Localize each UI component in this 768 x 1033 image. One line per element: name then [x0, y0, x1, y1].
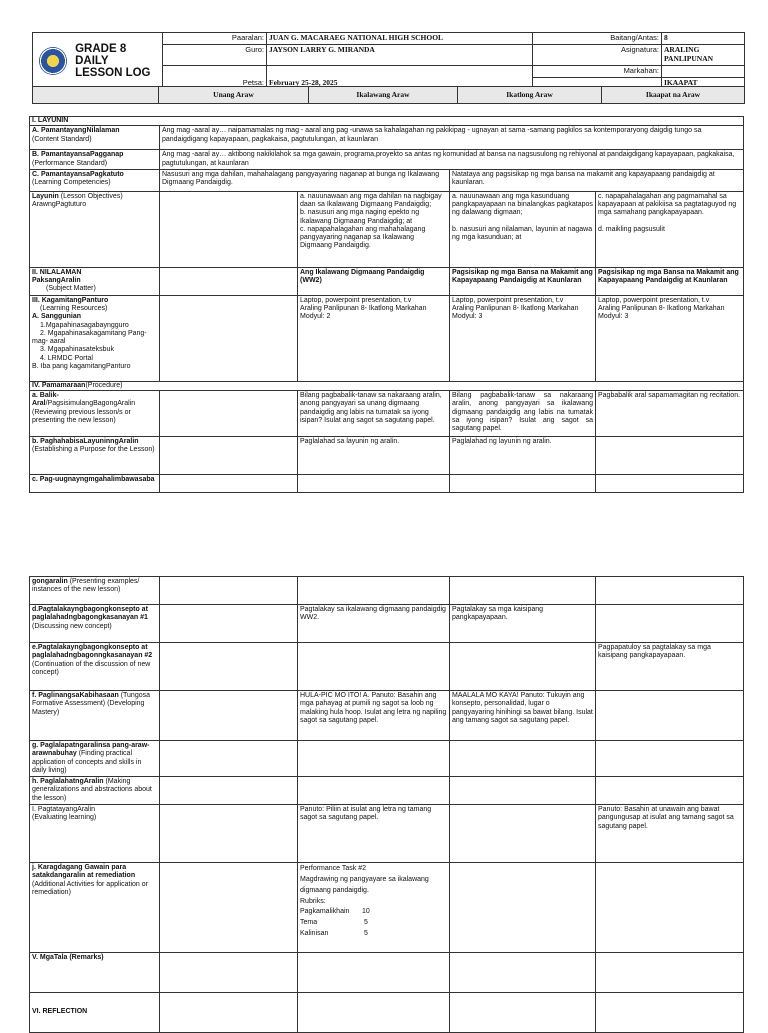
learning-competencies-label: C. PamantayansaPagkatuto (Learning Competencies): [30, 169, 160, 191]
objectives-day1: [160, 191, 298, 267]
performance-standard-text: Ang mag -aaral ay… aktibong nakikilahok sa mga gawain, programa,proyekto sa antas ng komunidad at bansa na nagsusulong ng rehiyonal at pandaigdigang kapayapaan, pagkakaisa, pagtutulungan, at kaunlaran: [160, 150, 744, 170]
new-concept-1-day4: [596, 605, 744, 643]
balik-aral-day4: Pagbabalik aral sapamamagitan ng recitation.: [596, 391, 744, 437]
guro-label: Guro:: [163, 45, 267, 66]
generalization-label: h. PaglalahatngAralin (Making generalizations and abstractions about the lesson): [30, 777, 160, 805]
layunin-heading: I. LAYUNIN: [30, 117, 744, 126]
nilalaman-label: II. NILALAMAN PaksangAralin (Subject Matter): [30, 267, 160, 295]
balik-aral-day1: [160, 391, 298, 437]
days-header-table: [32, 86, 745, 104]
objectives-day4: c. napapahalagahan ang pagmamahal sa kapayapaan at pakikiisa sa pagtataguyod ng mga samahang pangkapayapaan. d. maikling pagsusulit: [596, 191, 744, 267]
new-concept-1-label: d.Pagtalakayngbagongkonsepto at paglalahadngbagongkasanayan #1 (Discussing new concept): [30, 605, 160, 643]
reflection-day4: [596, 993, 744, 1033]
reflection-day3: [450, 993, 596, 1033]
examples-day3: [450, 475, 596, 493]
asignatura-value: ARALING PANLIPUNAN: [662, 45, 745, 66]
balik-aral-label: a. Balik-Aral/PagsisimulangBagongAralin (Reviewing previous lesson/s or presenting the new lesson): [30, 391, 160, 437]
purpose-label: b. PaghahabisaLayuninngAralin (Establishing a Purpose for the Lesson): [30, 437, 160, 475]
header-table: [32, 32, 745, 90]
examples-cont-day1: [160, 577, 298, 605]
new-concept-2-day4: Pagpapatuloy sa pagtalakay sa mga kaisipang pangkapayapaan.: [596, 643, 744, 691]
kagamitan-day3: Laptop, powerpoint presentation, t.v Araling Panlipunan 8- Ikatlong Markahan Modyul: 3: [450, 295, 596, 381]
new-concept-2-label: e.Pagtalakayngbagongkonsepto at paglalahadngbagonngkasanayan #2 (Continuation of the discussion of new concept): [30, 643, 160, 691]
day-2-header: Ikalawang Araw: [309, 87, 458, 104]
developing-mastery-day2: HULA-PIC MO ITO! A. Panuto: Basahin ang mga pahayag at pumili ng sagot sa loob ng malaking hula hoop. Isulat ang letra ng napiling sagot sa sagutang papel.: [298, 691, 450, 741]
additional-activities-day2: Performance Task #2 Magdrawing ng pangyayare sa ikalawang digmaang pandaigdig. Rubriks: Pagkamalikhain 10 Tema 5 Kalinisan 5: [298, 863, 450, 953]
remarks-day2: [298, 953, 450, 993]
deped-seal-icon: [39, 47, 67, 75]
purpose-day1: [160, 437, 298, 475]
generalization-day2: [298, 777, 450, 805]
remarks-day3: [450, 953, 596, 993]
purpose-day4: [596, 437, 744, 475]
examples-label-cont: gongaralin (Presenting examples/ instances of the new lesson): [30, 577, 160, 605]
baitang-value: 8: [662, 33, 745, 45]
examples-day2: [298, 475, 450, 493]
generalization-day3: [450, 777, 596, 805]
new-concept-1-day2: Pagtalakay sa ikalawang digmaang pandaigdig WW2.: [298, 605, 450, 643]
day-3-header: Ikatlong Araw: [458, 87, 602, 104]
nilalaman-day4: Pagsisikap ng mga Bansa na Makamit ang Kapayapaang Pandaigdig at Kaunlaran: [596, 267, 744, 295]
nilalaman-day1: [160, 267, 298, 295]
remarks-day4: [596, 953, 744, 993]
kagamitan-day4: Laptop, powerpoint presentation, t.v Araling Panlipunan 8- Ikatlong Markahan Modyul: 3: [596, 295, 744, 381]
additional-activities-day1: [160, 863, 298, 953]
evaluation-day2: Panuto: Piliin at isulat ang letra ng tamang sagot sa sagutang papel.: [298, 805, 450, 863]
performance-standard-label: B. PamantayansaPagganap (Performance Standard): [30, 150, 160, 170]
application-day3: [450, 741, 596, 777]
purpose-day2: Paglalahad sa layunin ng aralin.: [298, 437, 450, 475]
reflection-day1: [160, 993, 298, 1033]
content-standard-text: Ang mag -aaral ay… naipamamalas ng mag - aaral ang pag -unawa sa kahalagahan ng pakikipag - ugnayan at sama -samang pagkilos sa kontemporaryong daigdig tungo sa pandaigdigang kapayapaan, pagkakaisa, pagtutulungan, at kaunlaran: [160, 126, 744, 150]
additional-activities-label: j. Karagdagang Gawain para satakdangaralin at remediation (Additional Activities for application or remediation): [30, 863, 160, 953]
application-label: g. Paglalapatngaralinsa pang-araw-arawnabuhay (Finding practical application of concepts and skills in daily living): [30, 741, 160, 777]
objectives-day3: a. nauunawaan ang mga kasunduang pangkapayapaan na binalangkas pagkatapos ng dalawang digmaan; b. nasusuri ang nilalaman, layunin at nagawa ng mga kasunduan; at: [450, 191, 596, 267]
examples-day1: [160, 475, 298, 493]
application-day2: [298, 741, 450, 777]
paaralan-value: JUAN G. MACARAEG NATIONAL HIGH SCHOOL: [267, 33, 533, 45]
days-blank: [33, 87, 159, 104]
content-standard-label: A. PamantayangNilalaman (Content Standard): [30, 126, 160, 150]
generalization-day4: [596, 777, 744, 805]
examples-day4: [596, 475, 744, 493]
lesson-objectives-label: Layunin (Lesson Objectives) ArawngPagtuturo: [30, 191, 160, 267]
remarks-label: V. MgaTala (Remarks): [30, 953, 160, 993]
developing-mastery-day4: [596, 691, 744, 741]
purpose-day3: Paglalahad ng layunin ng aralin.: [450, 437, 596, 475]
lesson-table-page-2: [29, 576, 744, 1033]
nilalaman-day3: Pagsisikap ng mga Bansa na Makamit ang Kapayapaang Pandaigdig at Kaunlaran: [450, 267, 596, 295]
evaluation-day4: Panuto: Basahin at unawain ang bawat pangungusap at isulat ang tamang sagot sa sagutang papel.: [596, 805, 744, 863]
reflection-label: VI. REFLECTION: [30, 993, 160, 1033]
markahan-value: IKAAPAT: [662, 77, 745, 89]
asignatura-label: Asignatura:: [533, 45, 662, 66]
kagamitan-label: III. KagamitangPanturo (Learning Resources) A. Sanggunian 1.Mgapahinasagabayngguro 2. Mgapahinasakagamitang Pang-mag- aaral 3. Mgapahinasateksbuk 4. LRMDC Portal B. Iba pang kagamitangPanturo: [30, 295, 160, 381]
lesson-log-title: GRADE 8 DAILY LESSON LOG: [75, 42, 151, 79]
kagamitan-day1: [160, 295, 298, 381]
evaluation-day1: [160, 805, 298, 863]
examples-cont-day3: [450, 577, 596, 605]
guro-value: JAYSON LARRY G. MIRANDA: [267, 45, 533, 66]
competency-day3-4: Natataya ang pagsisikap ng mga bansa na makamit ang kapayapaang pandaigdig at kaunlaran.: [450, 169, 744, 191]
kagamitan-day2: Laptop, powerpoint presentation, t.v Araling Panlipunan 8- Ikatlong Markahan Modyul: 2: [298, 295, 450, 381]
reflection-day2: [298, 993, 450, 1033]
application-day1: [160, 741, 298, 777]
developing-mastery-day1: [160, 691, 298, 741]
new-concept-2-day2: [298, 643, 450, 691]
petsa-value: February 25-28, 2025: [267, 65, 533, 89]
school-logo-cell: [33, 33, 163, 90]
markahan-label: Markahan:: [533, 65, 662, 77]
evaluation-day3: [450, 805, 596, 863]
markahan-blank: [662, 65, 745, 77]
paaralan-label: Paaralan:: [163, 33, 267, 45]
developing-mastery-day3: MAALALA MO KAYA! Panuto: Tukuyin ang konsepto, personalidad, lugar o pangyayaring hinihingi sa bawat bilang. Isulat ang tamang sagot sa sagutang papel.: [450, 691, 596, 741]
petsa-label: Petsa:: [163, 65, 267, 89]
generalization-day1: [160, 777, 298, 805]
day-4-header: Ikaapat na Araw: [602, 87, 745, 104]
evaluation-label: I. PagtatayangAralin (Evaluating learning): [30, 805, 160, 863]
application-day4: [596, 741, 744, 777]
examples-cont-day2: [298, 577, 450, 605]
lesson-table-page-1: [29, 116, 744, 493]
additional-activities-day3: [450, 863, 596, 953]
new-concept-1-day3: Pagtalakay sa mga kaisipang pangkapayapaan.: [450, 605, 596, 643]
day-1-header: Unang Araw: [159, 87, 309, 104]
new-concept-2-day1: [160, 643, 298, 691]
examples-label-start: c. Pag-uugnayngmgahalimbawasaba: [30, 475, 160, 493]
balik-aral-day3: Bilang pagbabalik-tanaw sa nakaraang aralin, anong pangyayari sa ikalawang digmaang pandaigdig ang labis na tumatak sa iyong isipan? Isulat ang sagot sa sagutang papel.: [450, 391, 596, 437]
baitang-label: Baitang/Antas:: [533, 33, 662, 45]
remarks-day1: [160, 953, 298, 993]
nilalaman-day2: Ang Ikalawang Digmaang Pandaigdig (WW2): [298, 267, 450, 295]
new-concept-2-day3: [450, 643, 596, 691]
additional-activities-day4: [596, 863, 744, 953]
developing-mastery-label: f. PaglinangsaKabihasaan (Tungosa Formative Assessment) (Developing Mastery): [30, 691, 160, 741]
balik-aral-day2: Bilang pagbabalik-tanaw sa nakaraang aralin, anong pangyayari sa unang digmaang pandaigdig ang labis na tumatak sa iyong isipan? Isulat ang sagot sa sagutang papel.: [298, 391, 450, 437]
examples-cont-day4: [596, 577, 744, 605]
objectives-day2: a. nauunawaan ang mga dahilan na nagbigay daan sa Ikalawang Digmaang Pandaigdig; b. nasusuri ang mga naging epekto ng Ikalawang Digmaang Pandaigdig; at c. napapahalagahan ang mahahalagang pangyayaring naganap sa Ikalawang Digmaang Pandaigdig.: [298, 191, 450, 267]
competency-day1-2: Nasusuri ang mga dahilan, mahahalagang pangyayaring naganap at bunga ng Ikalawang Digmaang Pandaigdig.: [160, 169, 450, 191]
pamamaraan-heading: IV. Pamamaraan(Procedure): [30, 381, 744, 390]
new-concept-1-day1: [160, 605, 298, 643]
